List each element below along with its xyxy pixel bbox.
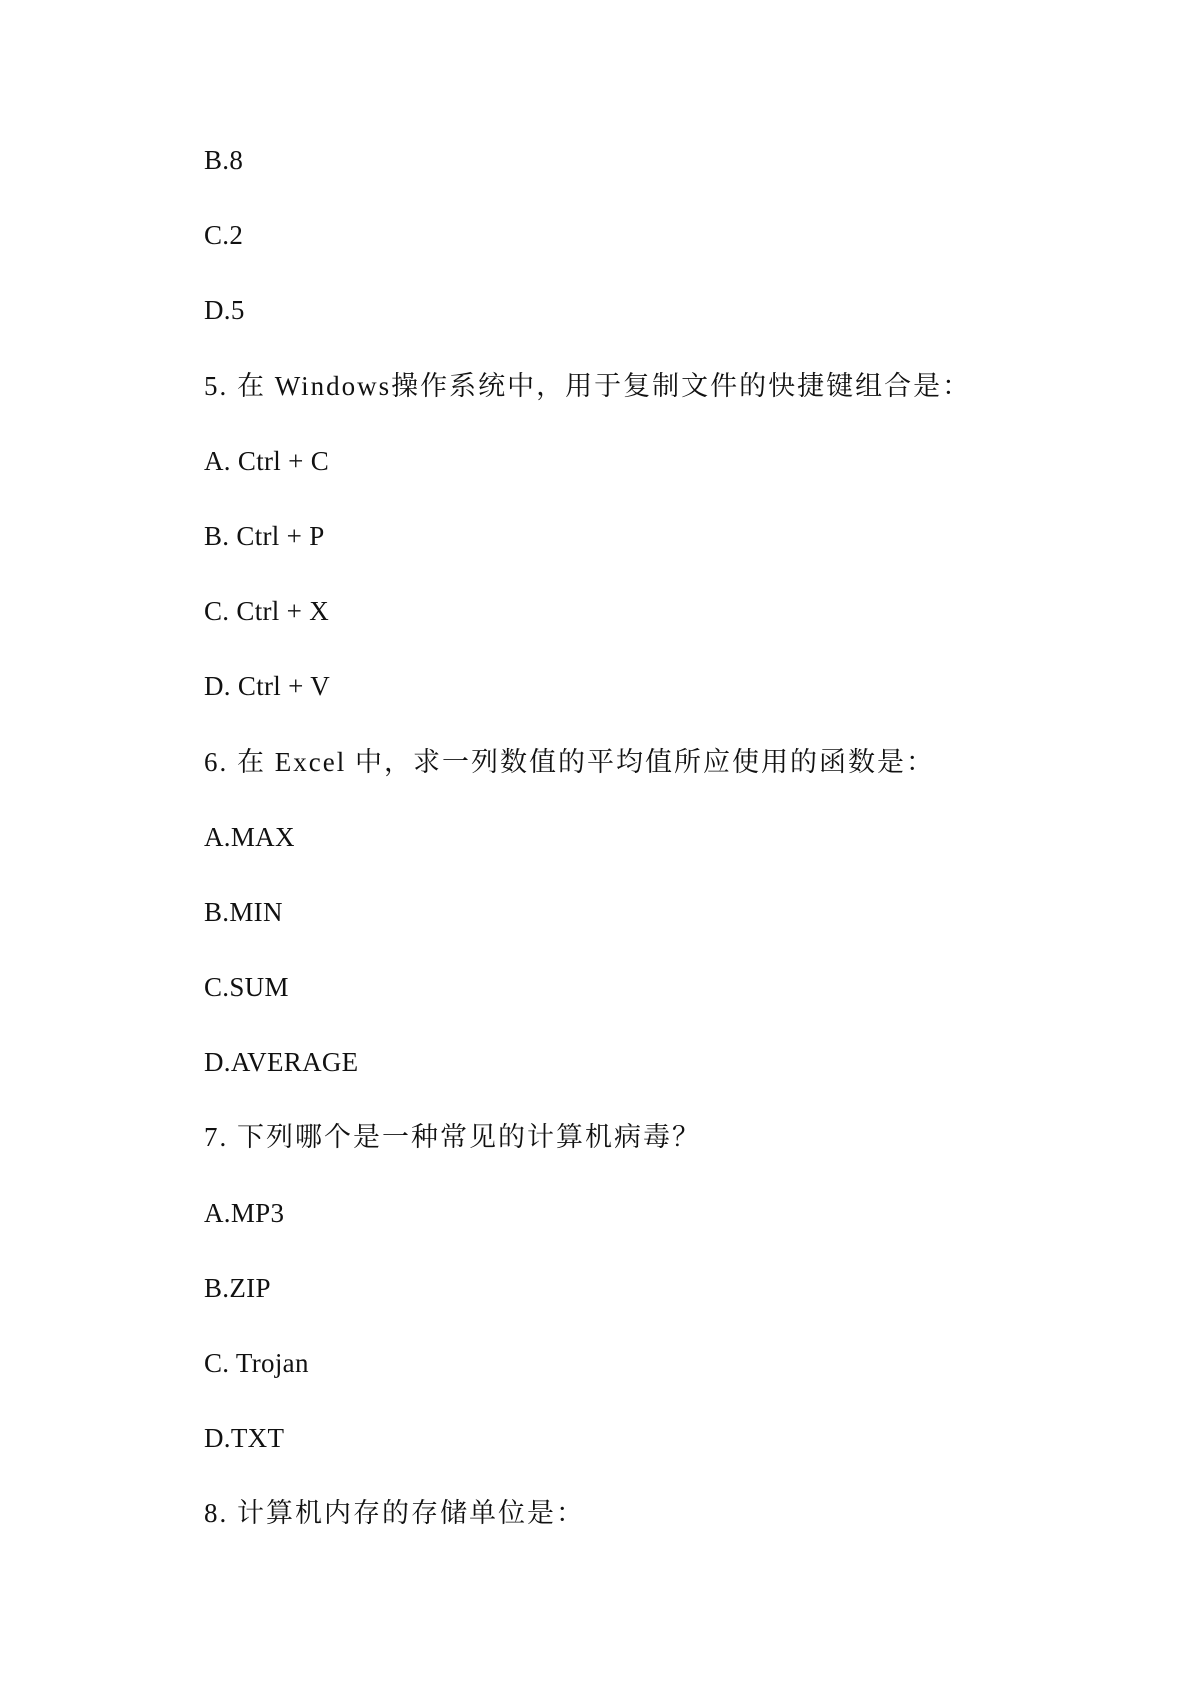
option-line: A.MAX [204,821,295,852]
option-line: C. Trojan [204,1348,309,1378]
option-line: D.TXT [204,1423,285,1454]
option-line: A.MP3 [204,1197,285,1228]
option-line: B. Ctrl + P [204,520,325,551]
option-line: C. Ctrl + X [204,596,330,627]
option-line: D.5 [204,295,245,326]
option-line: C.SUM [204,972,289,1003]
document-body [204,130,1104,1559]
option-line: B.8 [204,145,244,175]
option-line: B.MIN [204,896,283,927]
option-line: D. Ctrl + V [204,671,331,702]
question-line: 8. 计算机内存的存储单位是： [204,1498,585,1529]
option-line: C.2 [204,220,244,251]
question-line: 7. 下列哪个是一种常见的计算机病毒？ [204,1122,701,1153]
option-line: B.ZIP [204,1272,271,1303]
question-line: 6. 在 Excel 中，求一列数值的平均值所应使用的函数是： [204,746,935,777]
option-line: A. Ctrl + C [204,445,330,476]
question-line: 5. 在 Windows操作系统中，用于复制文件的快捷键组合是： [204,370,972,401]
option-line: D.AVERAGE [204,1047,359,1078]
